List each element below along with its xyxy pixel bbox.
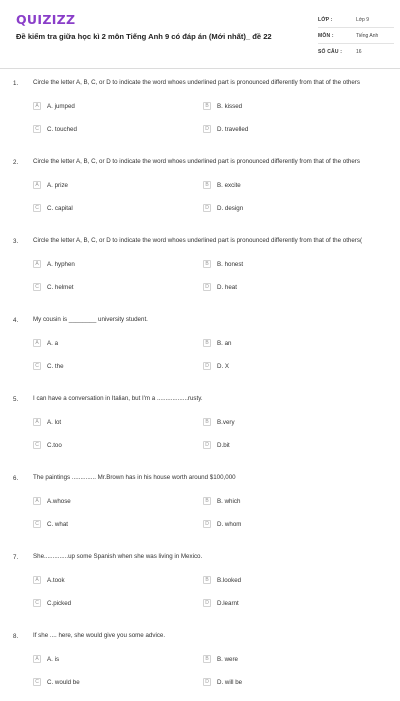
option-text: D. design (217, 205, 244, 212)
answer-option[interactable] (33, 102, 203, 125)
option-letter-box: B (203, 655, 211, 663)
option-text: D. will be (217, 679, 243, 686)
answer-option[interactable] (33, 362, 203, 385)
answer-option[interactable] (33, 181, 203, 204)
answer-option[interactable] (203, 102, 373, 125)
option-letter-box: D (203, 125, 211, 133)
option-text: B. kissed (217, 103, 243, 110)
answer-option[interactable] (203, 655, 373, 678)
question-number: 1. (13, 80, 19, 87)
question-number: 7. (13, 554, 19, 561)
option-letter-box: A (33, 102, 41, 110)
option-text: D. X (217, 363, 230, 370)
question-item (0, 227, 400, 306)
option-text: D.bit (217, 442, 230, 449)
question-item (0, 69, 400, 148)
question-text: Circle the letter A, B, C, or D to indicate the word whoes underlined part is pronounced differently from that of the others( (33, 237, 363, 244)
option-letter-box: D (203, 283, 211, 291)
quizizz-logo: QUIZIZZ (16, 12, 76, 27)
option-letter-box: C (33, 441, 41, 449)
option-text: D. heat (217, 284, 237, 291)
option-text: D. whom (217, 521, 242, 528)
option-text: D.learnt (217, 600, 239, 607)
question-number: 3. (13, 238, 19, 245)
question-number: 5. (13, 396, 19, 403)
answer-option[interactable] (33, 520, 203, 543)
option-letter-box: D (203, 520, 211, 528)
meta-label: SỐ CÂU : (318, 48, 343, 55)
meta-label: LỚP : (318, 16, 333, 23)
answer-option[interactable] (203, 520, 373, 543)
question-list (0, 69, 400, 701)
option-letter-box: B (203, 497, 211, 505)
option-letter-box: D (203, 441, 211, 449)
option-text: C. touched (47, 126, 77, 133)
meta-value: Lớp 9 (356, 16, 370, 23)
question-number: 6. (13, 475, 19, 482)
option-letter-box: B (203, 418, 211, 426)
option-text: B. an (217, 340, 232, 347)
answer-options (33, 497, 373, 543)
question-item (0, 464, 400, 543)
option-letter-box: A (33, 418, 41, 426)
option-text: B. were (217, 656, 238, 663)
option-letter-box: C (33, 362, 41, 370)
option-letter-box: C (33, 204, 41, 212)
option-letter-box: C (33, 678, 41, 686)
answer-option[interactable] (203, 441, 373, 464)
answer-option[interactable] (203, 418, 373, 441)
answer-option[interactable] (33, 576, 203, 599)
option-text: B.very (217, 419, 235, 426)
meta-value: 16 (356, 48, 362, 55)
answer-option[interactable] (203, 204, 373, 227)
question-number: 2. (13, 159, 19, 166)
meta-value: Tiếng Anh (356, 32, 379, 39)
option-text: C. helmet (47, 284, 74, 291)
option-text: A. prize (47, 182, 68, 189)
option-letter-box: A (33, 655, 41, 663)
question-item (0, 306, 400, 385)
answer-options (33, 418, 373, 464)
answer-option[interactable] (203, 678, 373, 701)
question-text: She..............up some Spanish when she was living in Mexico. (33, 553, 203, 560)
option-letter-box: A (33, 339, 41, 347)
question-item (0, 543, 400, 622)
question-number: 4. (13, 317, 19, 324)
option-letter-box: A (33, 181, 41, 189)
option-text: A. hyphen (47, 261, 75, 268)
question-text: If she .... here, she would give you some advice. (33, 632, 166, 639)
answer-option[interactable] (33, 655, 203, 678)
question-item (0, 148, 400, 227)
option-letter-box: C (33, 520, 41, 528)
answer-option[interactable] (33, 678, 203, 701)
option-text: C. would be (47, 679, 80, 686)
question-text: Circle the letter A, B, C, or D to indicate the word whoes underlined part is pronounced differently from that of the others (33, 158, 360, 165)
answer-option[interactable] (203, 576, 373, 599)
answer-option[interactable] (33, 418, 203, 441)
answer-options (33, 655, 373, 701)
option-text: A. jumped (47, 103, 75, 110)
option-text: A.took (47, 577, 65, 584)
answer-options (33, 181, 373, 227)
answer-option[interactable] (33, 204, 203, 227)
option-text: C. what (47, 521, 68, 528)
question-text: The paintings .............. Mr.Brown has in his house worth around $100,000 (33, 474, 236, 481)
option-letter-box: B (203, 102, 211, 110)
meta-row-count (318, 44, 394, 59)
page-title: Đề kiểm tra giữa học kì 2 môn Tiếng Anh 9 có đáp án (Mới nhất)_ đề 22 (16, 32, 272, 41)
answer-option[interactable] (33, 599, 203, 622)
option-letter-box: B (203, 339, 211, 347)
answer-option[interactable] (33, 339, 203, 362)
question-text: I can have a conversation in Italian, but I'm a ..................rusty. (33, 395, 203, 402)
option-letter-box: D (203, 362, 211, 370)
option-text: C.picked (47, 600, 72, 607)
answer-options (33, 102, 373, 148)
answer-options (33, 576, 373, 622)
option-letter-box: D (203, 678, 211, 686)
option-text: C.too (47, 442, 62, 449)
option-text: A. lot (47, 419, 62, 426)
option-text: D. travelled (217, 126, 249, 133)
question-item (0, 622, 400, 701)
answer-options (33, 260, 373, 306)
answer-option[interactable] (33, 260, 203, 283)
answer-option[interactable] (203, 497, 373, 520)
option-letter-box: A (33, 497, 41, 505)
question-text: My cousin is ________ university student. (33, 316, 148, 323)
option-text: C. capital (47, 205, 73, 212)
option-text: B. which (217, 498, 241, 505)
option-letter-box: B (203, 260, 211, 268)
answer-option[interactable] (203, 599, 373, 622)
answer-options (33, 339, 373, 385)
worksheet-header (0, 0, 400, 62)
option-text: A. is (47, 656, 60, 663)
answer-option[interactable] (203, 125, 373, 148)
question-number: 8. (13, 633, 19, 640)
option-letter-box: A (33, 576, 41, 584)
meta-row-class (318, 12, 394, 28)
option-letter-box: B (203, 181, 211, 189)
option-text: B. excite (217, 182, 241, 189)
option-letter-box: C (33, 283, 41, 291)
option-text: B.looked (217, 577, 242, 584)
meta-label: MÔN : (318, 32, 334, 39)
answer-option[interactable] (203, 181, 373, 204)
answer-option[interactable] (33, 283, 203, 306)
option-letter-box: C (33, 599, 41, 607)
option-text: A. a (47, 340, 59, 347)
option-letter-box: C (33, 125, 41, 133)
answer-option[interactable] (203, 283, 373, 306)
option-letter-box: D (203, 204, 211, 212)
meta-info (318, 12, 394, 59)
option-letter-box: A (33, 260, 41, 268)
question-text: Circle the letter A, B, C, or D to indicate the word whoes underlined part is pronounced differently from that of the others (33, 79, 360, 86)
option-letter-box: B (203, 576, 211, 584)
option-letter-box: D (203, 599, 211, 607)
meta-row-subject (318, 28, 394, 44)
answer-option[interactable] (33, 125, 203, 148)
answer-option[interactable] (33, 497, 203, 520)
answer-option[interactable] (33, 441, 203, 464)
option-text: C. the (47, 363, 64, 370)
question-item (0, 385, 400, 464)
answer-option[interactable] (203, 339, 373, 362)
answer-option[interactable] (203, 362, 373, 385)
option-text: A.whose (47, 498, 71, 505)
answer-option[interactable] (203, 260, 373, 283)
option-text: B. honest (217, 261, 244, 268)
